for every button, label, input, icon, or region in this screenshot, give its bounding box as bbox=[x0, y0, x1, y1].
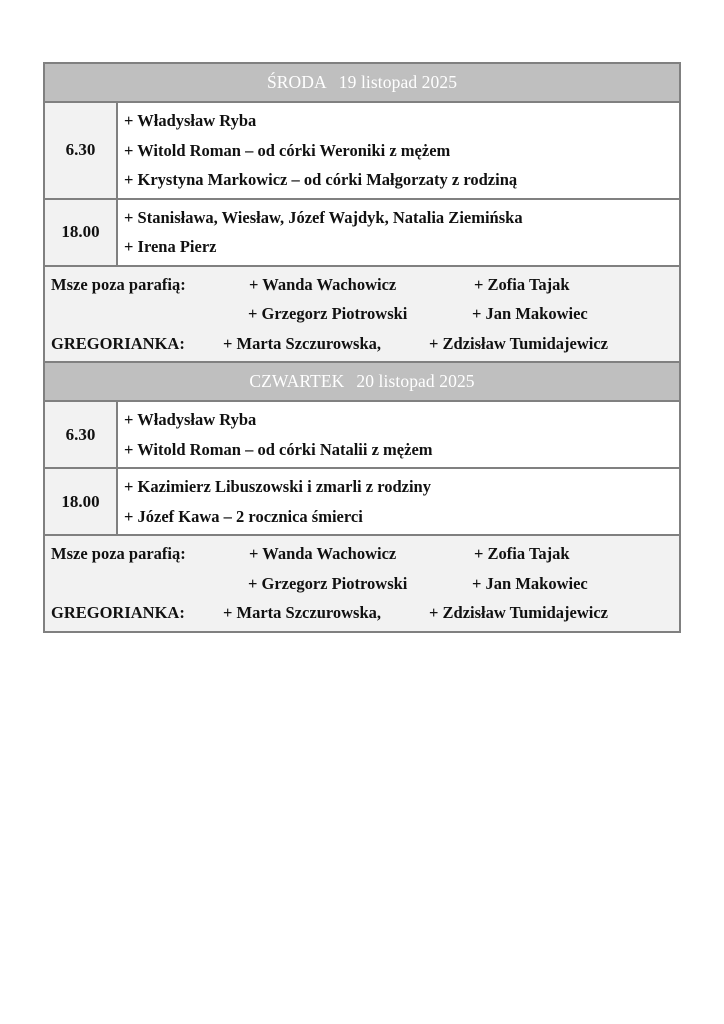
gregorian-line bbox=[51, 329, 679, 359]
day-date: 19 listopad 2025 bbox=[338, 72, 458, 92]
mass-row bbox=[44, 401, 680, 468]
mass-time: 6.30 bbox=[44, 102, 117, 199]
outside-parish-name: + Grzegorz Piotrowski bbox=[248, 304, 408, 323]
outside-parish-label: Msze poza parafią: bbox=[51, 274, 186, 294]
extra-masses-cell bbox=[44, 266, 680, 363]
mass-schedule-table bbox=[43, 62, 681, 633]
outside-parish-name: + Jan Makowiec bbox=[472, 304, 588, 323]
gregorian-name: + Marta Szczurowska, bbox=[223, 333, 382, 353]
day-date: 20 listopad 2025 bbox=[356, 371, 475, 391]
outside-parish-line-2 bbox=[51, 569, 679, 599]
extra-masses-row bbox=[44, 266, 680, 363]
extra-masses-row bbox=[44, 535, 680, 632]
mass-time: 18.00 bbox=[44, 468, 117, 535]
day-name: ŚRODA bbox=[266, 72, 327, 92]
gregorian-name: + Zdzisław Tumidajewicz bbox=[429, 333, 609, 353]
intention: + Witold Roman – od córki Weroniki z mężem bbox=[124, 140, 451, 160]
intention: + Krystyna Markowicz – od córki Małgorzaty z rodziną bbox=[124, 170, 518, 189]
mass-time: 18.00 bbox=[44, 199, 117, 266]
mass-row bbox=[44, 468, 680, 535]
outside-parish-label: Msze poza parafią: bbox=[51, 544, 186, 563]
extra-masses-cell bbox=[44, 535, 680, 632]
gregorian-line bbox=[51, 598, 679, 628]
intentions-cell bbox=[117, 199, 680, 266]
mass-row bbox=[44, 199, 680, 266]
outside-parish-name: + Wanda Wachowicz bbox=[249, 274, 397, 294]
intention: + Kazimierz Libuszowski i zmarli z rodziny bbox=[124, 477, 431, 496]
gregorian-label: GREGORIANKA: bbox=[51, 333, 185, 353]
day-header bbox=[44, 362, 680, 401]
mass-time: 6.30 bbox=[44, 401, 117, 468]
outside-parish-line-1 bbox=[51, 539, 679, 569]
outside-parish-name: + Wanda Wachowicz bbox=[249, 544, 397, 563]
intention: + Witold Roman – od córki Natalii z mężem bbox=[124, 439, 433, 459]
outside-parish-name: + Jan Makowiec bbox=[472, 573, 588, 593]
intention: + Irena Pierz bbox=[124, 237, 217, 256]
day-header bbox=[44, 63, 680, 102]
outside-parish-name: + Zofia Tajak bbox=[474, 544, 570, 563]
outside-parish-name: + Zofia Tajak bbox=[474, 274, 570, 294]
intention: + Władysław Ryba bbox=[124, 111, 257, 130]
intentions-cell bbox=[117, 401, 680, 468]
day-name: CZWARTEK bbox=[249, 371, 345, 391]
gregorian-name: + Zdzisław Tumidajewicz bbox=[429, 603, 609, 622]
gregorian-label: GREGORIANKA: bbox=[51, 603, 185, 622]
mass-row bbox=[44, 102, 680, 199]
intentions-cell bbox=[117, 468, 680, 535]
intentions-cell bbox=[117, 102, 680, 199]
intention: + Stanisława, Wiesław, Józef Wajdyk, Natalia Ziemińska bbox=[124, 207, 523, 227]
outside-parish-line-1 bbox=[51, 270, 679, 300]
intention: + Józef Kawa – 2 rocznica śmierci bbox=[124, 506, 363, 526]
outside-parish-name: + Grzegorz Piotrowski bbox=[248, 573, 408, 593]
day-header-row bbox=[44, 63, 680, 102]
intention: + Władysław Ryba bbox=[124, 410, 257, 429]
gregorian-name: + Marta Szczurowska, bbox=[223, 603, 382, 622]
day-header-row bbox=[44, 362, 680, 401]
outside-parish-line-2 bbox=[51, 299, 679, 329]
